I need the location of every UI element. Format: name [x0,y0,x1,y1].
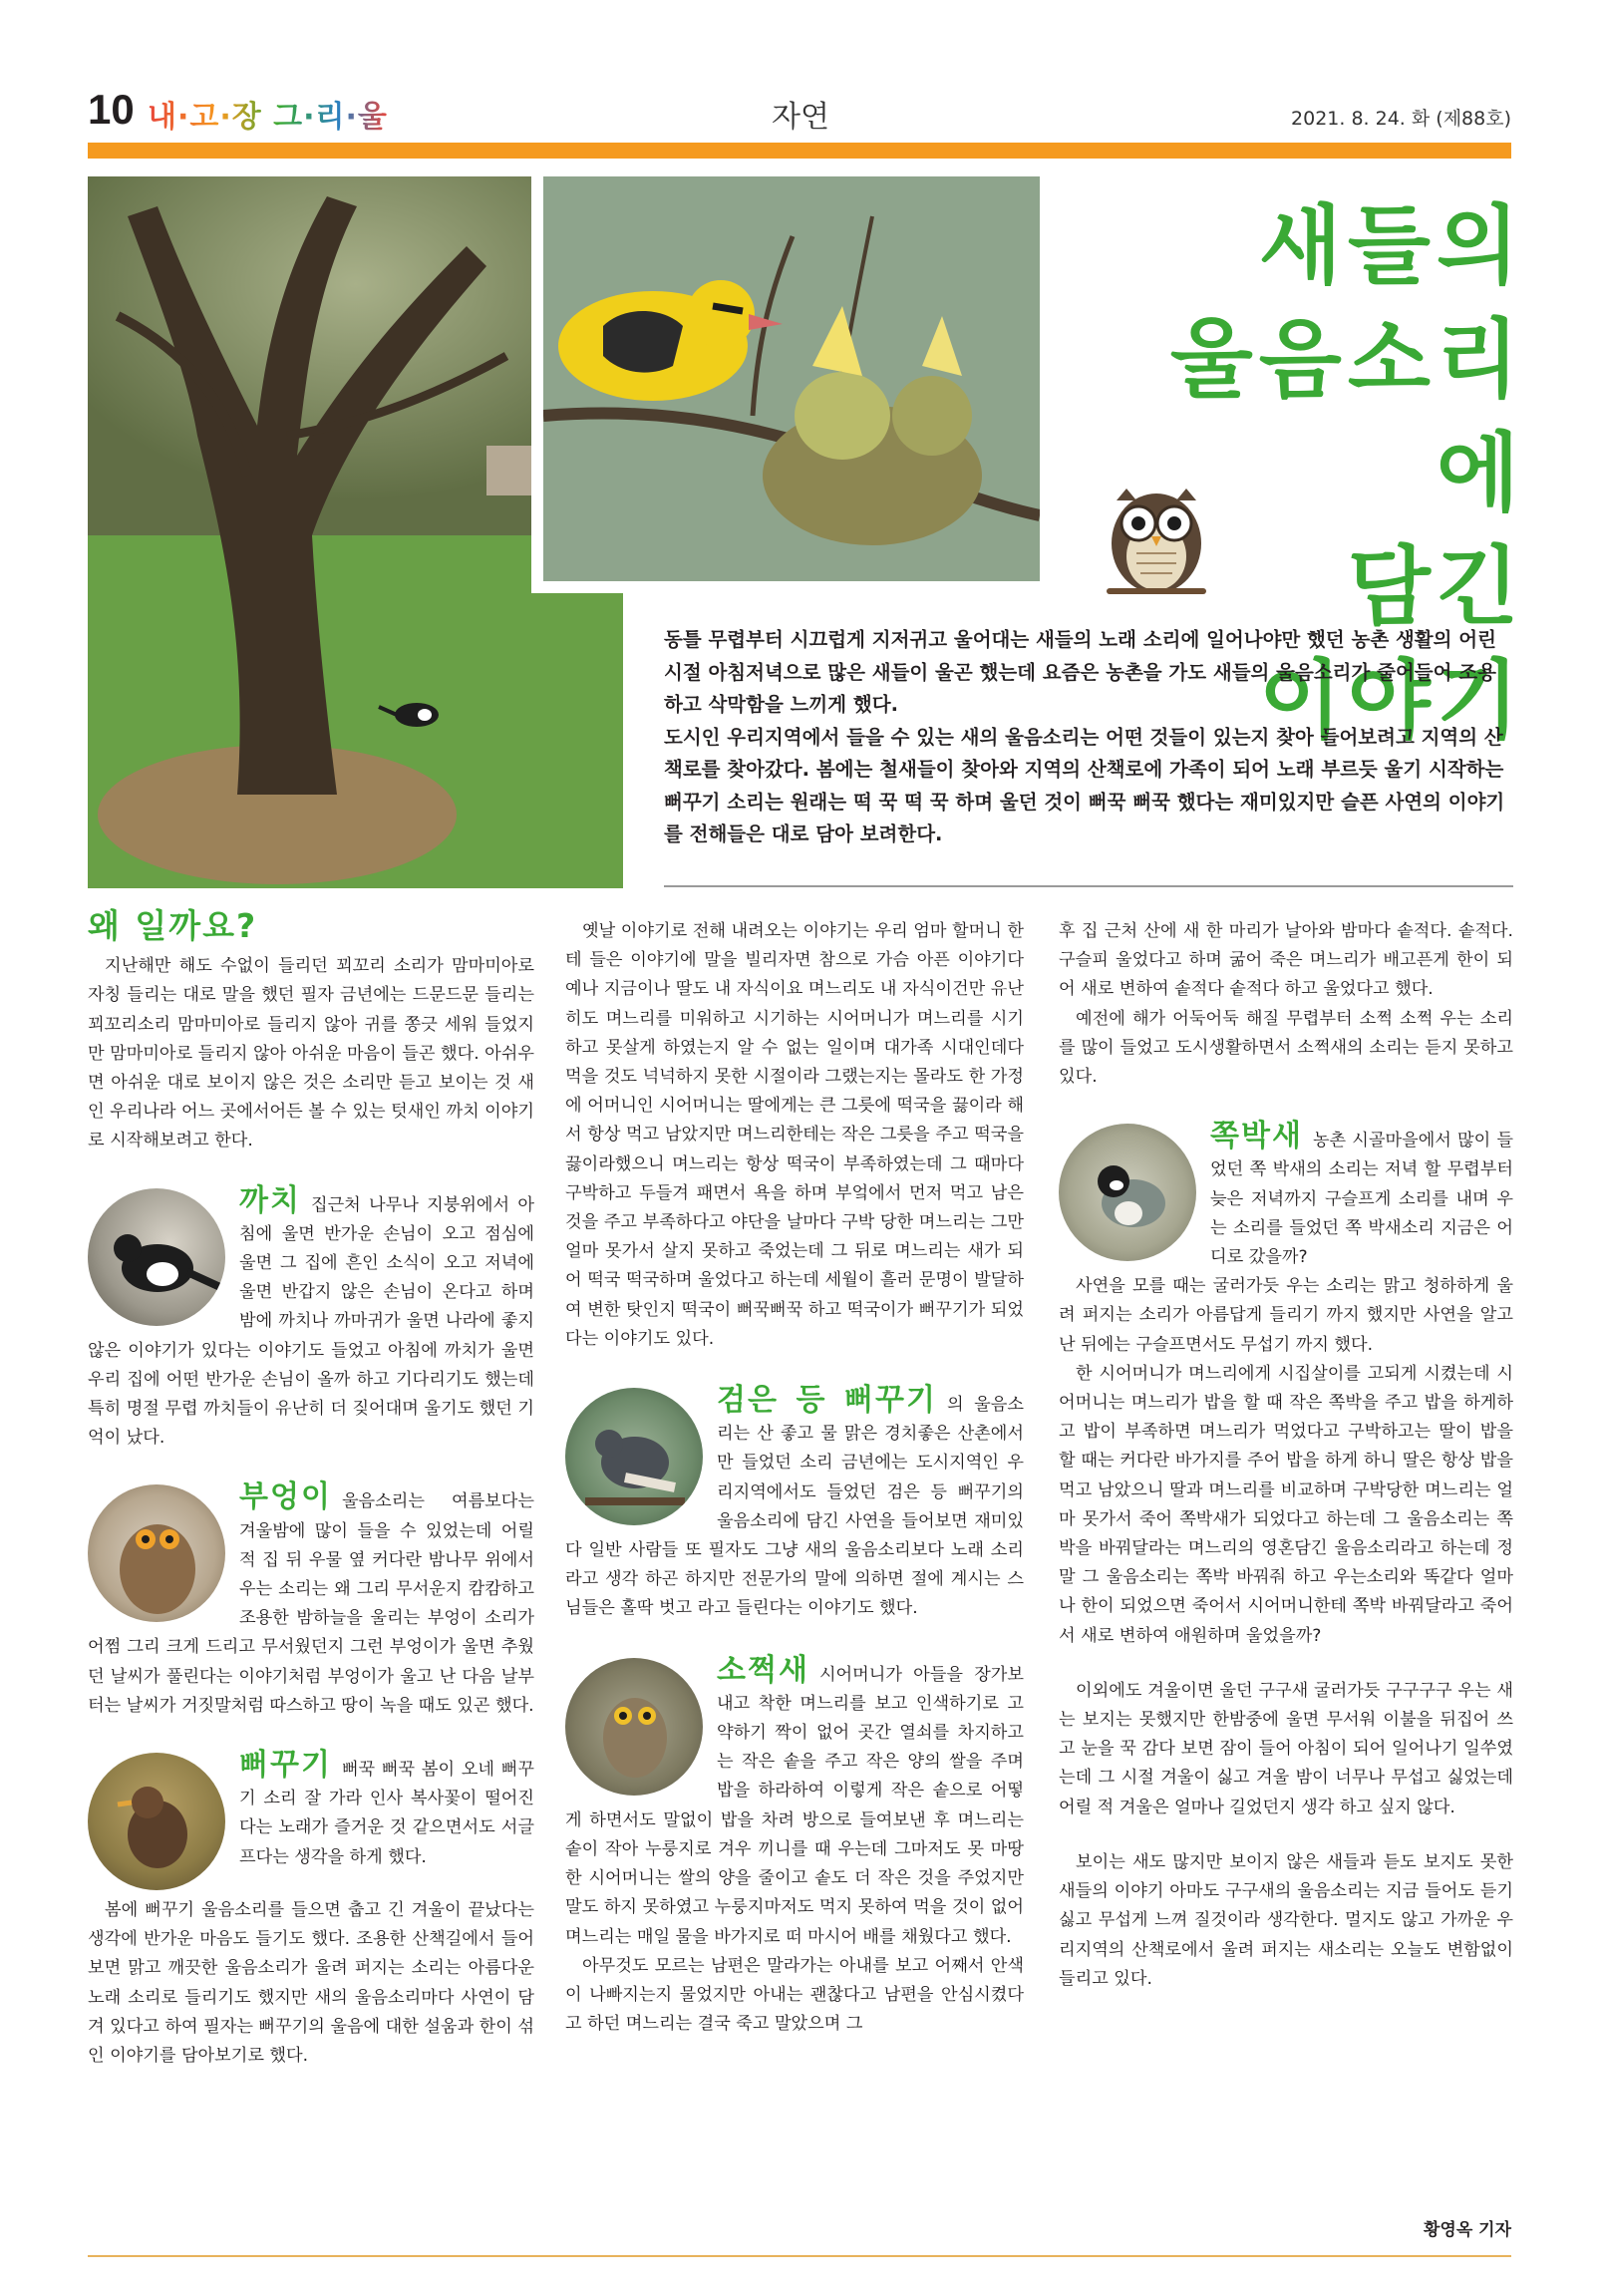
intro [664,624,1513,851]
magpie-block [88,1182,534,1454]
magpie-description: 집근처 나무나 지붕위에서 아침에 울면 반가운 손님이 오고 점심에 울면 그 집에 흔인 소식이 오고 저녁에 울면 반갑지 않은 손님이 온다고 하며 밤에 까치나 까마귀가 울면 나라에 좋지 않은 이야기가 있다는 이야기도 들었고 아침에 까치가 울면 우리 집에 어떤 반가운 손님이 올까 하고 기다리기도 했는데 특히 명절 무렵 까치들이 유난히 더 짖어대며 울기도 했던 기억이 났다. [88,1194,534,1449]
black-cuckoo-block [565,1383,1024,1624]
intro-rule [664,885,1513,887]
footer-rule [88,2255,1511,2257]
body-paragraph: 예전에 해가 어둑어둑 해질 무렵부터 소쩍 소쩍 우는 소리를 많이 들었고 도시생활하면서 소쩍새의 소리는 듣지 못하고 있다. [1059,1008,1513,1088]
magpie-name: 까치 [239,1182,301,1218]
column-3 [1059,917,1513,1994]
issue-date: 2021. 8. 24. 화 (제88호) [1291,108,1511,130]
body-paragraph: 지난해만 해도 수없이 들리던 꾀꼬리 소리가 맘마미아로 자칭 들리는 대로 말을 했던 필자 금년에는 드문드문 들리는 꾀꼬리소리 맘마미아로 들리지 않아 귀를 쫑긋 세워 들었지만 맘마미아로 들리지 않아 아쉬운 마음이 들곤 했다. 아쉬우면 아쉬운 대로 보이지 않은 것은 소리만 듣고 보이는 것 새인 우리나라 어느 곳에서어든 볼 수 있는 텃새인 까치 이야기로 시작해보려고 한다. [88,956,534,1151]
black-cuckoo-description: 의 울음소리는 산 좋고 물 맑은 경치좋은 산촌에서만 들었던 소리 금년에는 도시지역인 우리지역에서도 들었던 검은 등 뻐꾸기의 울음소리에 담긴 사연을 들어보면 재미있다 일반 사람들 또 필자도 그냥 새의 울음소리보다 노래 소리라고 생각 하곤 하지만 전문가의 말에 의하면 절에 계시는 스님들은 홀딱 벗고 라고 들린다는 이야기도 했다. [565,1395,1024,1619]
scops-owl-illustration [565,1658,703,1796]
owl-block [88,1479,534,1721]
column-2 [565,917,1024,2039]
section-heading: 왜 일까요? [88,906,258,945]
eagle-owl-photo [88,1484,225,1622]
body-paragraph: 후 집 근처 산에 새 한 마리가 날아와 밤마다 솥적다. 솥적다. 구슬피 울었다고 하며 굶어 죽은 며느리가 배고픈게 한이 되어 새로 변하여 솥적다 솥적다 하고 울었다고 했다. [1059,921,1513,1000]
tit-block [1059,1119,1513,1360]
body-paragraph: 봄에 뻐꾸기 울음소리를 들으면 춥고 긴 겨울이 끝났다는 생각에 반가운 마음도 들기도 했다. 조용한 산책길에서 들어보면 맑고 깨끗한 울음소리가 울려 퍼지는 소리는 아름다운 노래 소리로 들리기도 했지만 새의 울음소리마다 사연이 담겨 있다고 하여 필자는 뻐꾸기의 울음에 대한 설움과 한이 섞인 이야기를 담아보기로 했다. [88,1900,534,2067]
page-number: 10 [88,86,135,133]
owl-icon [1097,469,1216,598]
headline-line-2: 울음소리에 [1169,310,1525,523]
scops-owl-block [565,1652,1024,2040]
body-paragraph: 사연을 모를 때는 굴러가듯 우는 소리는 맑고 청하하게 울려 퍼지는 소리가 아름답게 들리기 까지 했지만 사연을 알고 난 뒤에는 구슬프면서도 무섭기 까지 했다. [1059,1276,1513,1355]
scops-owl-name: 소쩍새 [717,1652,809,1688]
cuckoo-description: 뻐꾹 뻐꾹 봄이 오네 뻐꾸기 소리 잘 가라 인사 복사꽃이 떨어진다는 노래가 즐거운 것 같으면서도 서글프다는 생각을 하게 했다. [239,1760,534,1867]
black-cuckoo-photo [565,1388,703,1525]
headline-line-1: 새들의 [1258,196,1525,296]
body-paragraph: 한 시어머니가 며느리에게 시집살이를 고되게 시켰는데 시어머니는 며느리가 밥을 할 때 작은 쪽박을 주고 밥을 하게하고 밥이 부족하면 며느리가 먹었다고 구박하고는 딸이 밥을 할 때는 커다란 바가지를 주어 밥을 하게 하니 딸은 항상 밥을 먹고 남았으니 딸과 며느리를 비교하며 구박당한 며느리는 얼마 못가서 죽어 쪽박새가 되었다고 하는데 그 울음소리는 쪽박을 바꿔달라는 며느리의 영혼담긴 울음소리라고 하는데 정말 그 울음소리는 쪽박 바꿔줘 하고 우는소리와 똑같다 얼마나 한이 되었으면 죽어서 시어머니한테 쪽박 바꿔달라고 죽어서 새로 변하여 애원하며 울었을까? [1059,1363,1513,1646]
body-paragraph: 옛날 이야기로 전해 내려오는 이야기는 우리 엄마 할머니 한테 들은 이야기에 말을 빌리자면 참으로 가슴 아픈 이야기다 예나 지금이나 딸도 내 자식이요 며느리도 내 자식이건만 유난히도 며느리를 미워하고 시기하는 시어머니가 며느리를 시기하고 못살게 하였는지 알 수 없는 일이며 대가족 시대인데다 먹을 것도 넉넉하지 못한 시절이라 그랬는지는 몰라도 한 가정에 어머니인 시어머니는 딸에게는 큰 그릇에 떡국을 끓이라 해서 항상 먹고 남았지만 며느리한테는 작은 그릇을 주고 떡국을 끓이라했으니 며느리는 항상 떡국이 부족하였는데 그 때마다 구박하고 두들겨 패면서 욕을 하며 부엌에서 먼저 먹고 남은 것을 주고 부족하다고 야단을 날마다 구박 당한 며느리는 그만 얼마 못가서 살지 못하고 죽었는데 그 뒤로 며느리는 새가 되어 떡국 떡국하며 울었다고 하는데 세월이 흘러 문명이 발달하여 변한 탓인지 떡국이 뻐꾹뻐꾹 하고 떡국이가 뻐꾸기가 되었다는 이야기도 있다. [565,921,1024,1349]
magpie-photo [88,1188,225,1326]
scops-owl-photo [565,1658,703,1796]
eagle-owl-illustration [88,1484,225,1622]
black-cuckoo-name: 검은 등 뻐꾸기 [717,1383,937,1419]
section-title: 자연 [772,100,829,135]
cuckoo-block [88,1748,534,2071]
body-paragraph: 보이는 새도 많지만 보이지 않은 새들과 듣도 보지도 못한 새들의 이야기 아마도 구구새의 울음소리는 지금 들어도 듣기 싫고 무섭게 느껴 질것이라 생각한다. 멀지도 않고 가까운 우리지역의 산책로에서 울려 퍼지는 새소리는 오늘도 변함없이 들리고 있다. [1059,1851,1513,1989]
black-cuckoo-illustration [565,1388,703,1525]
owl-name: 부엉이 [239,1479,332,1515]
oriole-nest-photo [531,176,1052,593]
byline: 황영옥 기자 [1423,2220,1511,2240]
headline-line-3: 담긴 [1347,537,1525,637]
body-paragraph: 아무것도 모르는 남편은 말라가는 아내를 보고 어째서 안색이 나빠지는지 물었지만 아내는 괜찮다고 남편을 안심시켰다고 하던 며느리는 결국 죽고 말았으며 그 [565,1955,1024,2035]
tit-description: 농촌 시골마을에서 많이 들었던 쪽 박새의 소리는 저녁 할 무렵부터 늦은 저녁까지 구슬프게 소리를 내며 우는 소리를 들었던 쪽 박새소리 지금은 어디로 갔을까? [1210,1131,1513,1268]
magpie-illustration [88,1188,225,1326]
column-1 [88,907,534,2071]
headline-line-4: 이야기 [1258,651,1525,751]
cuckoo-name: 뻐꾸기 [239,1748,332,1784]
scops-owl-description: 시어머니가 아들을 장가보내고 착한 며느리를 보고 인색하기로 고약하기 짝이 없어 곳간 열쇠를 차지하고는 작은 솥을 주고 작은 양의 쌀을 주며 밥을 하라하여 이렇게 작은 솥으로 어떻게 하면서도 말없이 밥을 차려 방으로 들여보낸 후 며느리는 솥이 작아 누룽지로 겨우 끼니를 때 우는데 그마저도 못 마땅한 시어머니는 쌀의 양을 줄이고 솥도 더 작은 것을 주었지만 말도 하지 못하였고 누룽지마저도 먹지 못하여 먹을 것이 없어 며느리는 매일 물을 바가지로 떠 마시어 배를 채웠다고 했다. [565,1664,1024,1947]
body-paragraph: 이외에도 겨울이면 울던 구구새 굴러가듯 구구구구 우는 새는 보지는 못했지만 한밤중에 울면 무서워 이불을 뒤집어 쓰고 눈을 꾹 감다 보면 잠이 들어 아침이 되어 일어나기 일쑤였는데 그 시절 겨울이 싫고 겨울 밤이 너무나 무섭고 싫었는데 어릴 적 겨울은 얼마나 길었던지 생각 하고 싶지 않다. [1059,1680,1513,1817]
intro-paragraph: 도시인 우리지역에서 들을 수 있는 새의 울음소리는 어떤 것들이 있는지 찾아 들어보려고 지역의 산책로를 찾아갔다. 봄에는 철새들이 찾아와 지역의 산책로에 가족이 되어 노래 부르듯 울기 시작하는 뻐꾸기 소리는 원래는 떡 꾹 떡 꾹 하며 울던 것이 뻐꾹 뻐꾹 했다는 재미있지만 슬픈 사연의 이야기를 전해들은 대로 담아 보려한다. [664,725,1505,845]
cuckoo-photo [88,1753,225,1890]
great-tit-photo [1059,1124,1196,1261]
tit-name: 쪽박새 [1210,1119,1303,1154]
header-rule [88,143,1511,159]
oriole-illustration [543,176,1040,581]
cuckoo-illustration [88,1753,225,1890]
owl-description: 울음소리는 여름보다는 겨울밤에 많이 들을 수 있었는데 어릴 적 집 뒤 우물 옆 커다란 밤나무 위에서 우는 소리는 왜 그리 무서운지 캄캄하고 조용한 밤하늘을 울리는 부엉이 소리가 어쩜 그리 크게 드리고 무서웠던지 그런 부엉이가 울면 추웠던 날씨가 풀린다는 이야기처럼 부엉이가 울고 난 다음 날부터는 날씨가 거짓말처럼 따스하고 땅이 녹을 때도 있곤 했다. [88,1491,534,1716]
great-tit-illustration [1059,1124,1196,1261]
paper-name-text: 내·고·장 그·리·울 [148,100,388,135]
intro-paragraph: 동틀 무렵부터 시끄럽게 지저귀고 울어대는 새들의 노래 소리에 일어나야만 했던 농촌 생활의 어린 시절 아침저녁으로 많은 새들이 울곤 했는데 요즘은 농촌을 가도 새들의 울음소리가 줄어들어 조용하고 삭막함을 느끼게 했다. [664,628,1496,716]
